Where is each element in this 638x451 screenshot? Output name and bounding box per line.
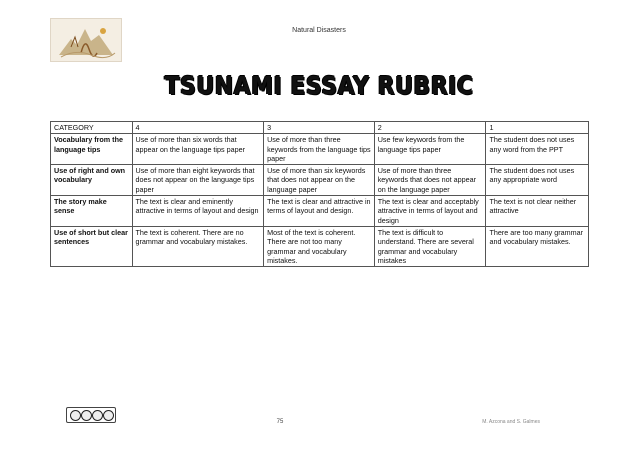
table-cell: There are too many grammar and vocabulary mistakes.: [486, 226, 589, 266]
table-cell: Use of more than three keywords that does not appear on the language paper: [374, 165, 486, 196]
row-category: The story make sense: [51, 196, 133, 227]
sa-icon: [103, 410, 114, 421]
header-score-3: 3: [264, 122, 375, 134]
table-cell: The text is clear and attractive in terms of layout and design.: [264, 196, 375, 227]
table-cell: Use of more than three keywords from the language tips paper: [264, 134, 375, 165]
table-cell: Use of more than six keywords that does not appear on the language paper: [264, 165, 375, 196]
rubric-table: [50, 121, 589, 267]
page-number: 75: [276, 419, 284, 425]
table-row: [51, 134, 589, 165]
table-cell: Use of more than six words that appear on the language tips paper: [132, 134, 264, 165]
table-cell: Use few keywords from the language tips paper: [374, 134, 486, 165]
header-score-4: 4: [132, 122, 264, 134]
table-header-row: [51, 122, 589, 134]
nc-icon: [92, 410, 103, 421]
natural-disasters-logo: [50, 18, 122, 62]
row-category: Vocabulary from the language tips: [51, 134, 133, 165]
table-row: [51, 196, 589, 227]
header-score-1: 1: [486, 122, 589, 134]
table-cell: The text is clear and acceptably attractive in terms of layout and design: [374, 196, 486, 227]
authors-credit: M. Azcona and S. Galmes: [482, 419, 540, 425]
table-cell: The student does not uses any appropriate word: [486, 165, 589, 196]
table-cell: Most of the text is coherent. There are not too many grammar and vocabulary mistakes.: [264, 226, 375, 266]
table-cell: Use of more than eight keywords that does not appear on the language tips paper: [132, 165, 264, 196]
table-cell: The student does not uses any word from the PPT: [486, 134, 589, 165]
header-score-2: 2: [374, 122, 486, 134]
row-category: Use of short but clear sentences: [51, 226, 133, 266]
table-cell: The text is clear and eminently attractive in terms of layout and design: [132, 196, 264, 227]
page-title: TSUNAMI ESSAY RUBRIC: [164, 72, 474, 101]
cc-icon: [70, 410, 81, 421]
creative-commons-badge-icon: [66, 407, 116, 423]
table-cell: The text is coherent. There are no grammar and vocabulary mistakes.: [132, 226, 264, 266]
row-category: Use of right and own vocabulary: [51, 165, 133, 196]
table-row: [51, 226, 589, 266]
header-category: CATEGORY: [51, 122, 133, 134]
header-title: Natural Disasters: [292, 27, 346, 34]
by-icon: [81, 410, 92, 421]
table-cell: The text is not clear neither attractive: [486, 196, 589, 227]
table-cell: The text is difficult to understand. There are several grammar and vocabulary mistakes: [374, 226, 486, 266]
table-row: [51, 165, 589, 196]
